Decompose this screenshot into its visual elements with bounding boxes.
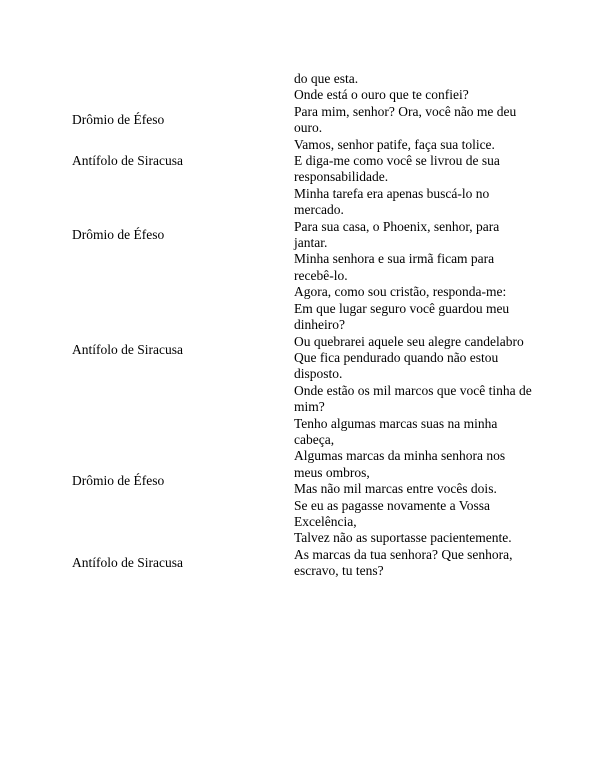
dialogue-row: [72, 284, 532, 415]
dialogue-line: E diga-me como você se livrou de sua responsabilidade.: [294, 153, 500, 185]
speaker-name: Antífolo de Siracusa: [72, 554, 183, 570]
dialogue-text: [294, 137, 532, 186]
script-table: [72, 71, 532, 580]
dialogue-text: [294, 284, 532, 415]
speaker-name: Drômio de Éfeso: [72, 112, 165, 128]
dialogue-line: Para sua casa, o Phoenix, senhor, para jantar.: [294, 218, 500, 251]
dialogue-line: Agora, como sou cristão, responda-me:: [294, 284, 507, 300]
dialogue-text: [294, 104, 532, 137]
dialogue-line: Em que lugar seguro você guardou meu dinheiro?: [294, 300, 510, 333]
speaker-name: Drômio de Éfeso: [72, 226, 165, 242]
dialogue-line: Tenho algumas marcas suas na minha cabeça,: [294, 415, 498, 447]
dialogue-line: Para mim, senhor? Ora, você não me deu ouro.: [294, 103, 517, 136]
dialogue-text: [294, 71, 532, 87]
dialogue-row: [72, 416, 532, 547]
dialogue-row: [72, 186, 532, 284]
dialogue-row: [72, 137, 532, 186]
dialogue-line: Talvez não as suportasse pacientemente.: [294, 530, 512, 546]
dialogue-line: Que fica pendurado quando não estou disposto.: [294, 349, 499, 382]
dialogue-text: [294, 416, 532, 547]
dialogue-text: [294, 186, 532, 284]
dialogue-line: Onde está o ouro que te confiei?: [294, 87, 469, 103]
dialogue-row: [72, 71, 532, 87]
dialogue-line: Minha tarefa era apenas buscá-lo no mercado.: [294, 185, 490, 218]
dialogue-row: [72, 87, 532, 103]
speaker-name: [72, 71, 294, 87]
dialogue-line: Onde estão os mil marcos que você tinha de mim?: [294, 382, 532, 415]
dialogue-line: As marcas da tua senhora? Que senhora, escravo, tu tens?: [294, 546, 513, 579]
speaker-name: Antífolo de Siracusa: [72, 341, 183, 357]
dialogue-text: [294, 87, 532, 103]
speaker-name: Drômio de Éfeso: [72, 472, 165, 488]
dialogue-line: Algumas marcas da minha senhora nos meus ombros,: [294, 448, 506, 480]
dialogue-line: do que esta.: [294, 71, 359, 86]
dialogue-line: Se eu as pagasse novamente a Vossa Excelência,: [294, 497, 490, 529]
speaker-name: Antífolo de Siracusa: [72, 153, 183, 169]
dialogue-row: [72, 104, 532, 137]
dialogue-line: Vamos, senhor patife, faça sua tolice.: [294, 136, 495, 152]
dialogue-line: Ou quebrarei aquele seu alegre candelabro: [294, 333, 524, 349]
dialogue-line: Minha senhora e sua irmã ficam para recebê-lo.: [294, 251, 495, 283]
dialogue-text: [294, 547, 532, 580]
speaker-name: [72, 87, 294, 103]
dialogue-row: [72, 547, 532, 580]
dialogue-line: Mas não mil marcas entre vocês dois.: [294, 481, 497, 497]
